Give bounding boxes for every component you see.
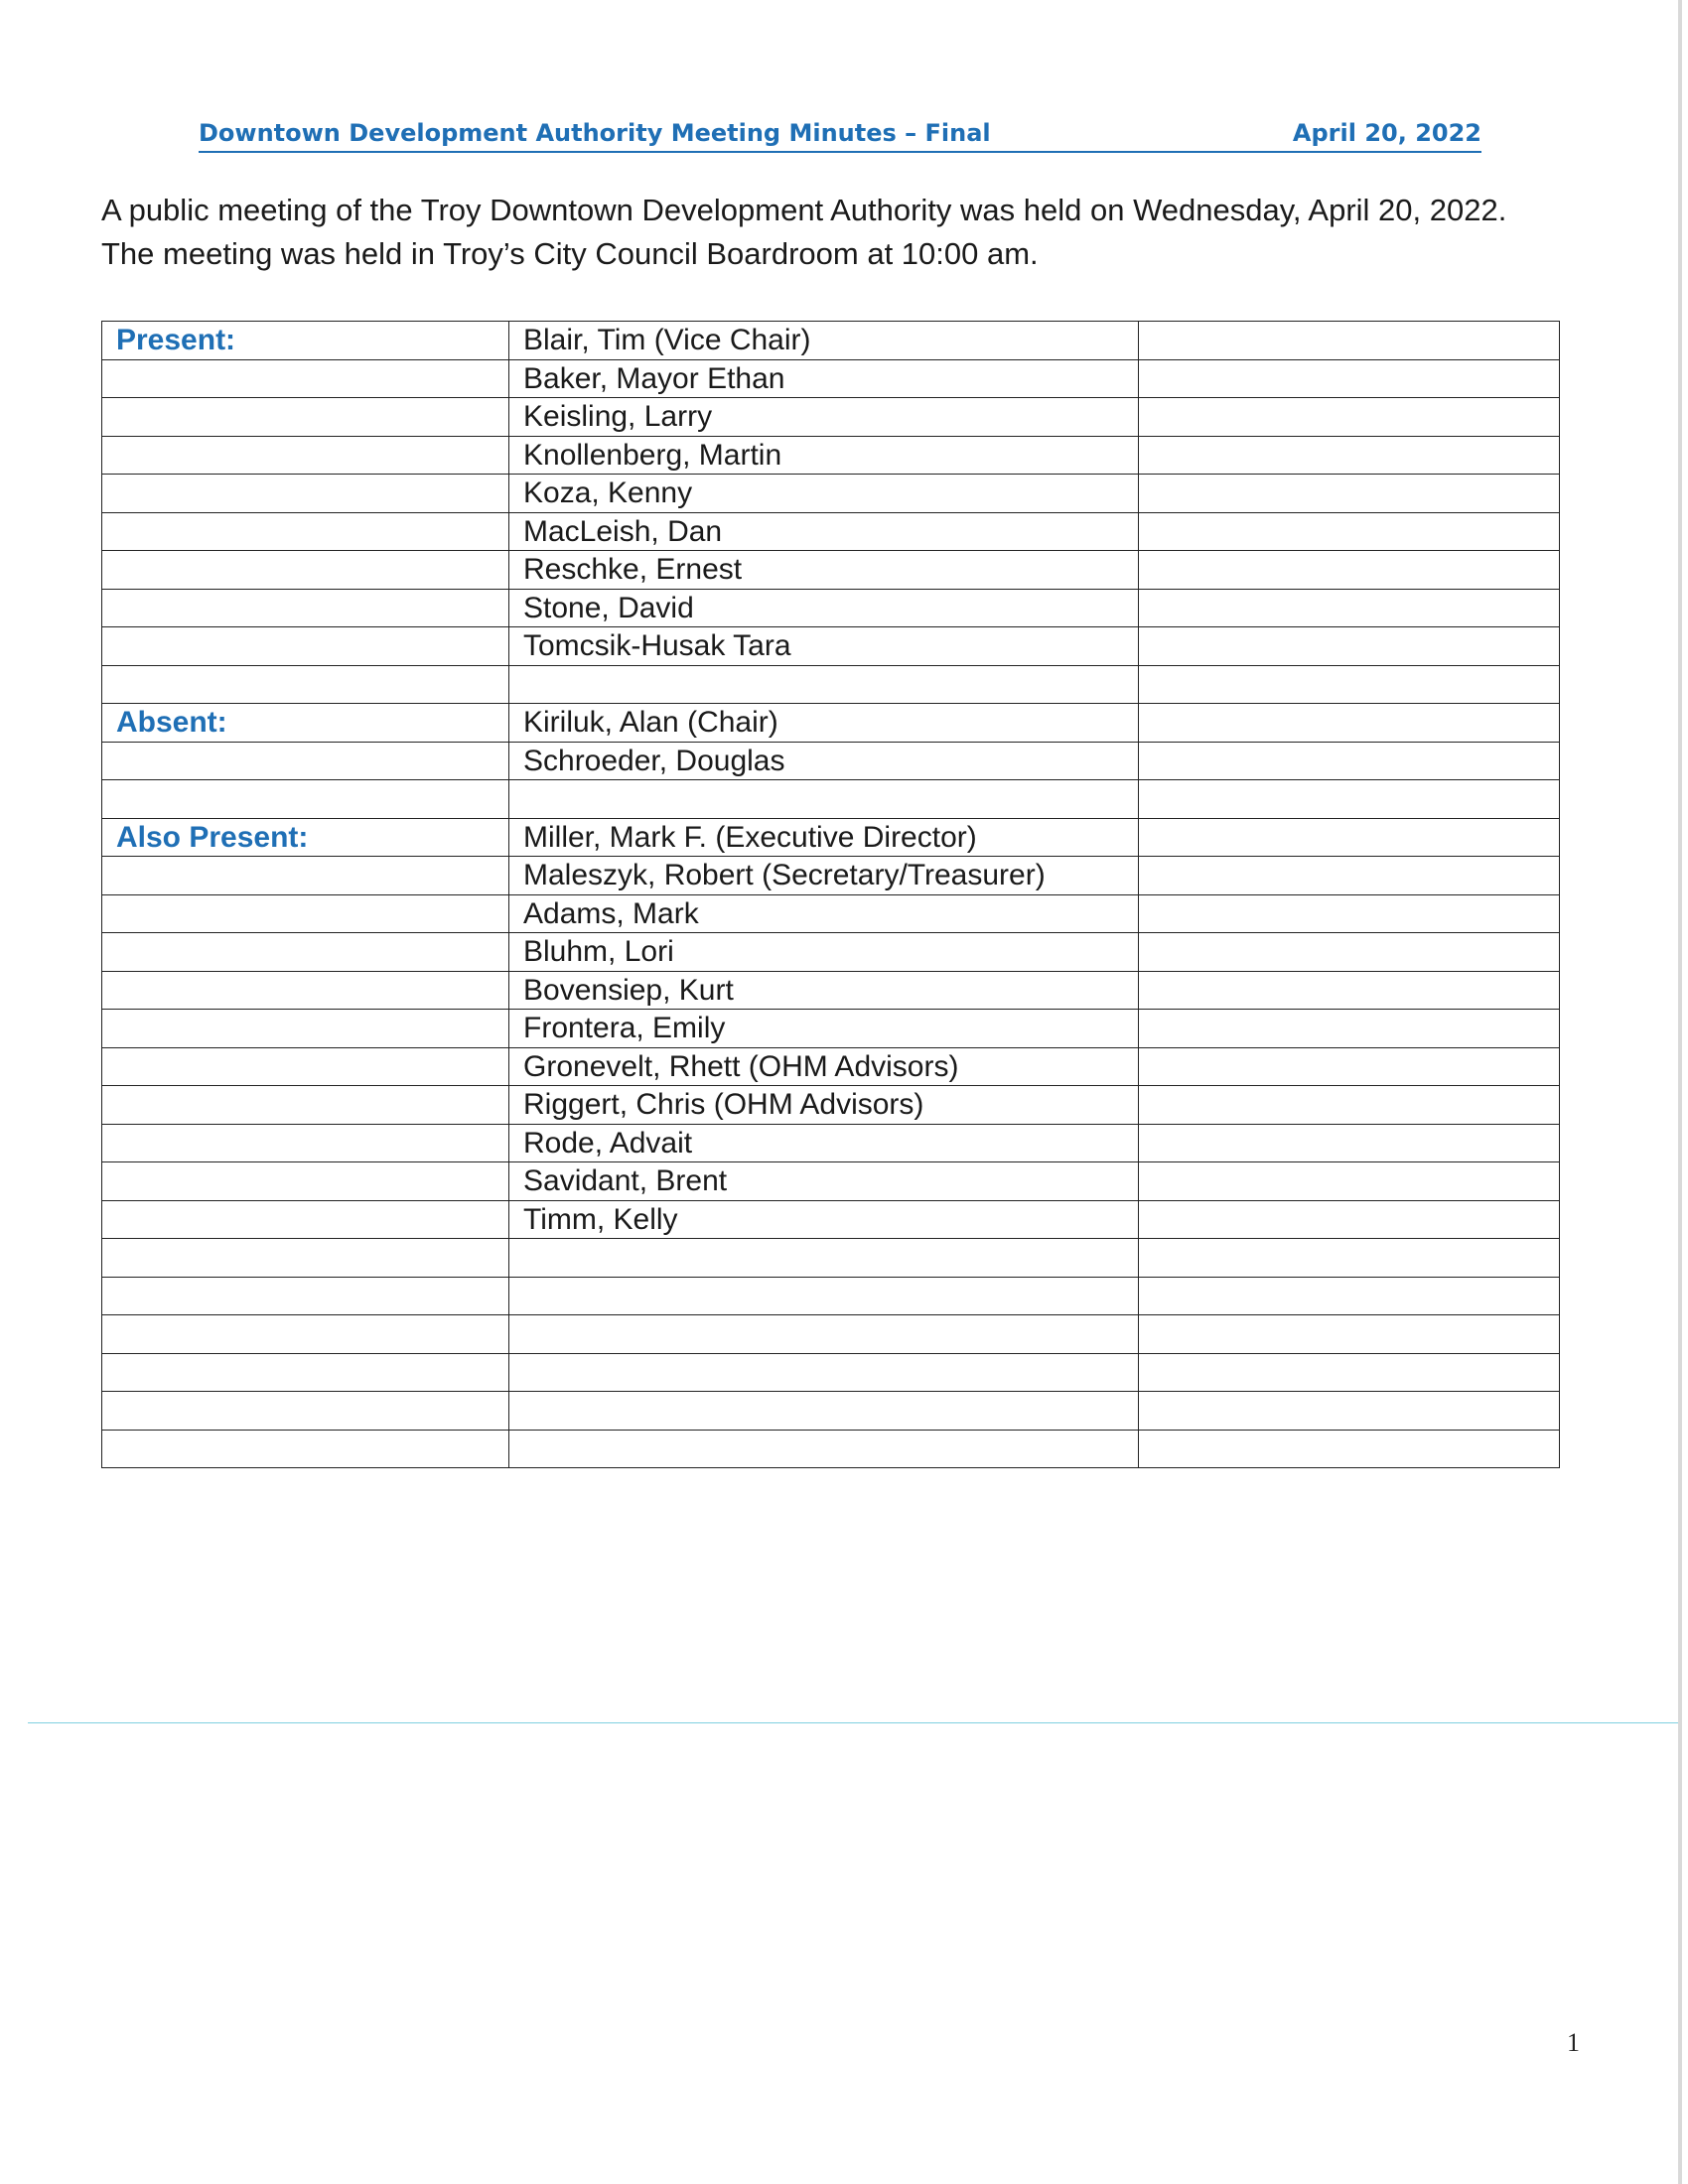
table-row [102, 1124, 1560, 1162]
attendance-section-label: Present: [102, 322, 509, 360]
table-row [102, 1353, 1560, 1392]
table-row [102, 436, 1560, 475]
table-row [102, 1277, 1560, 1315]
document-header [199, 119, 1481, 153]
document-date: April 20, 2022 [1292, 119, 1481, 147]
attendee-name: Keisling, Larry [509, 398, 1139, 437]
attendance-section-label: Absent: [102, 704, 509, 743]
attendee-notes [1139, 359, 1560, 398]
document-title: Downtown Development Authority Meeting Minutes – Final [199, 119, 991, 147]
attendee-notes [1139, 551, 1560, 590]
attendee-name: Timm, Kelly [509, 1200, 1139, 1239]
attendee-notes [1139, 704, 1560, 743]
attendee-notes [1139, 627, 1560, 666]
attendee-name: Gronevelt, Rhett (OHM Advisors) [509, 1047, 1139, 1086]
table-row [102, 512, 1560, 551]
attendee-notes [1139, 1353, 1560, 1392]
attendee-name: Koza, Kenny [509, 475, 1139, 513]
attendance-section-label [102, 1162, 509, 1201]
attendee-notes [1139, 1315, 1560, 1354]
attendee-name: Knollenberg, Martin [509, 436, 1139, 475]
attendee-notes [1139, 1086, 1560, 1125]
attendee-name [509, 665, 1139, 704]
table-row [102, 704, 1560, 743]
table-row [102, 1047, 1560, 1086]
attendee-name [509, 1392, 1139, 1431]
table-row [102, 322, 1560, 360]
attendee-notes [1139, 742, 1560, 780]
attendance-table-body [102, 322, 1560, 1468]
attendee-notes [1139, 322, 1560, 360]
attendee-name: Schroeder, Douglas [509, 742, 1139, 780]
attendance-section-label: Also Present: [102, 818, 509, 857]
attendee-notes [1139, 818, 1560, 857]
attendance-section-label [102, 398, 509, 437]
table-row [102, 1239, 1560, 1278]
table-row [102, 665, 1560, 704]
attendance-section-label [102, 1430, 509, 1468]
attendance-section-label [102, 780, 509, 819]
attendance-section-label [102, 627, 509, 666]
attendance-section-label [102, 971, 509, 1010]
table-row [102, 894, 1560, 933]
attendee-notes [1139, 1124, 1560, 1162]
attendee-name [509, 1353, 1139, 1392]
attendee-name: Miller, Mark F. (Executive Director) [509, 818, 1139, 857]
table-row [102, 1162, 1560, 1201]
intro-paragraph: A public meeting of the Troy Downtown Development Authority was held on Wednesday, April 20, 2022. The meeting was held in Troy’s City Council Boardroom at 10:00 am. [101, 193, 1507, 271]
table-row [102, 933, 1560, 972]
table-row [102, 818, 1560, 857]
attendee-notes [1139, 1277, 1560, 1315]
table-row [102, 475, 1560, 513]
attendance-section-label [102, 857, 509, 895]
attendance-section-label [102, 894, 509, 933]
attendee-notes [1139, 1200, 1560, 1239]
table-row [102, 627, 1560, 666]
table-row [102, 780, 1560, 819]
attendee-name: Reschke, Ernest [509, 551, 1139, 590]
attendance-section-label [102, 742, 509, 780]
attendee-name [509, 1277, 1139, 1315]
attendee-name: Kiriluk, Alan (Chair) [509, 704, 1139, 743]
attendee-name: Stone, David [509, 589, 1139, 627]
attendance-section-label [102, 1239, 509, 1278]
table-row [102, 551, 1560, 590]
attendee-name [509, 1430, 1139, 1468]
attendee-name: Adams, Mark [509, 894, 1139, 933]
table-row [102, 1200, 1560, 1239]
attendee-notes [1139, 933, 1560, 972]
attendee-notes [1139, 1010, 1560, 1048]
footer-rule [28, 1722, 1678, 1723]
attendee-notes [1139, 475, 1560, 513]
attendance-section-label [102, 1047, 509, 1086]
attendee-name: Riggert, Chris (OHM Advisors) [509, 1086, 1139, 1125]
attendance-section-label [102, 1277, 509, 1315]
attendee-notes [1139, 1392, 1560, 1431]
attendee-name: Bluhm, Lori [509, 933, 1139, 972]
attendance-section-label [102, 475, 509, 513]
attendee-name: Frontera, Emily [509, 1010, 1139, 1048]
attendee-name: Baker, Mayor Ethan [509, 359, 1139, 398]
attendance-section-label [102, 589, 509, 627]
attendee-name: Tomcsik-Husak Tara [509, 627, 1139, 666]
attendee-notes [1139, 857, 1560, 895]
attendance-section-label [102, 933, 509, 972]
attendee-notes [1139, 398, 1560, 437]
attendee-name: Maleszyk, Robert (Secretary/Treasurer) [509, 857, 1139, 895]
attendee-notes [1139, 512, 1560, 551]
attendee-name [509, 1315, 1139, 1354]
table-row [102, 1315, 1560, 1354]
table-row [102, 1010, 1560, 1048]
attendance-section-label [102, 1010, 509, 1048]
attendee-notes [1139, 1239, 1560, 1278]
attendee-name: MacLeish, Dan [509, 512, 1139, 551]
attendance-section-label [102, 551, 509, 590]
attendee-name: Rode, Advait [509, 1124, 1139, 1162]
attendee-name: Blair, Tim (Vice Chair) [509, 322, 1139, 360]
attendee-notes [1139, 1162, 1560, 1201]
table-row [102, 742, 1560, 780]
attendee-name: Savidant, Brent [509, 1162, 1139, 1201]
attendance-section-label [102, 359, 509, 398]
table-row [102, 359, 1560, 398]
attendee-notes [1139, 894, 1560, 933]
attendance-section-label [102, 665, 509, 704]
attendance-section-label [102, 1086, 509, 1125]
attendee-name [509, 780, 1139, 819]
attendance-section-label [102, 1315, 509, 1354]
attendee-name: Bovensiep, Kurt [509, 971, 1139, 1010]
attendee-notes [1139, 589, 1560, 627]
attendance-section-label [102, 436, 509, 475]
page-number: 1 [1567, 2028, 1580, 2057]
table-row [102, 857, 1560, 895]
table-row [102, 1392, 1560, 1431]
attendee-notes [1139, 665, 1560, 704]
table-row [102, 398, 1560, 437]
attendance-section-label [102, 1353, 509, 1392]
attendee-notes [1139, 1430, 1560, 1468]
table-row [102, 971, 1560, 1010]
page-edge [1678, 0, 1682, 2184]
attendee-notes [1139, 971, 1560, 1010]
attendance-section-label [102, 1124, 509, 1162]
table-row [102, 589, 1560, 627]
attendee-notes [1139, 436, 1560, 475]
attendee-notes [1139, 780, 1560, 819]
table-row [102, 1430, 1560, 1468]
attendance-section-label [102, 1200, 509, 1239]
attendance-section-label [102, 1392, 509, 1431]
attendee-name [509, 1239, 1139, 1278]
attendance-table [101, 321, 1560, 1468]
attendance-section-label [102, 512, 509, 551]
table-row [102, 1086, 1560, 1125]
attendee-notes [1139, 1047, 1560, 1086]
